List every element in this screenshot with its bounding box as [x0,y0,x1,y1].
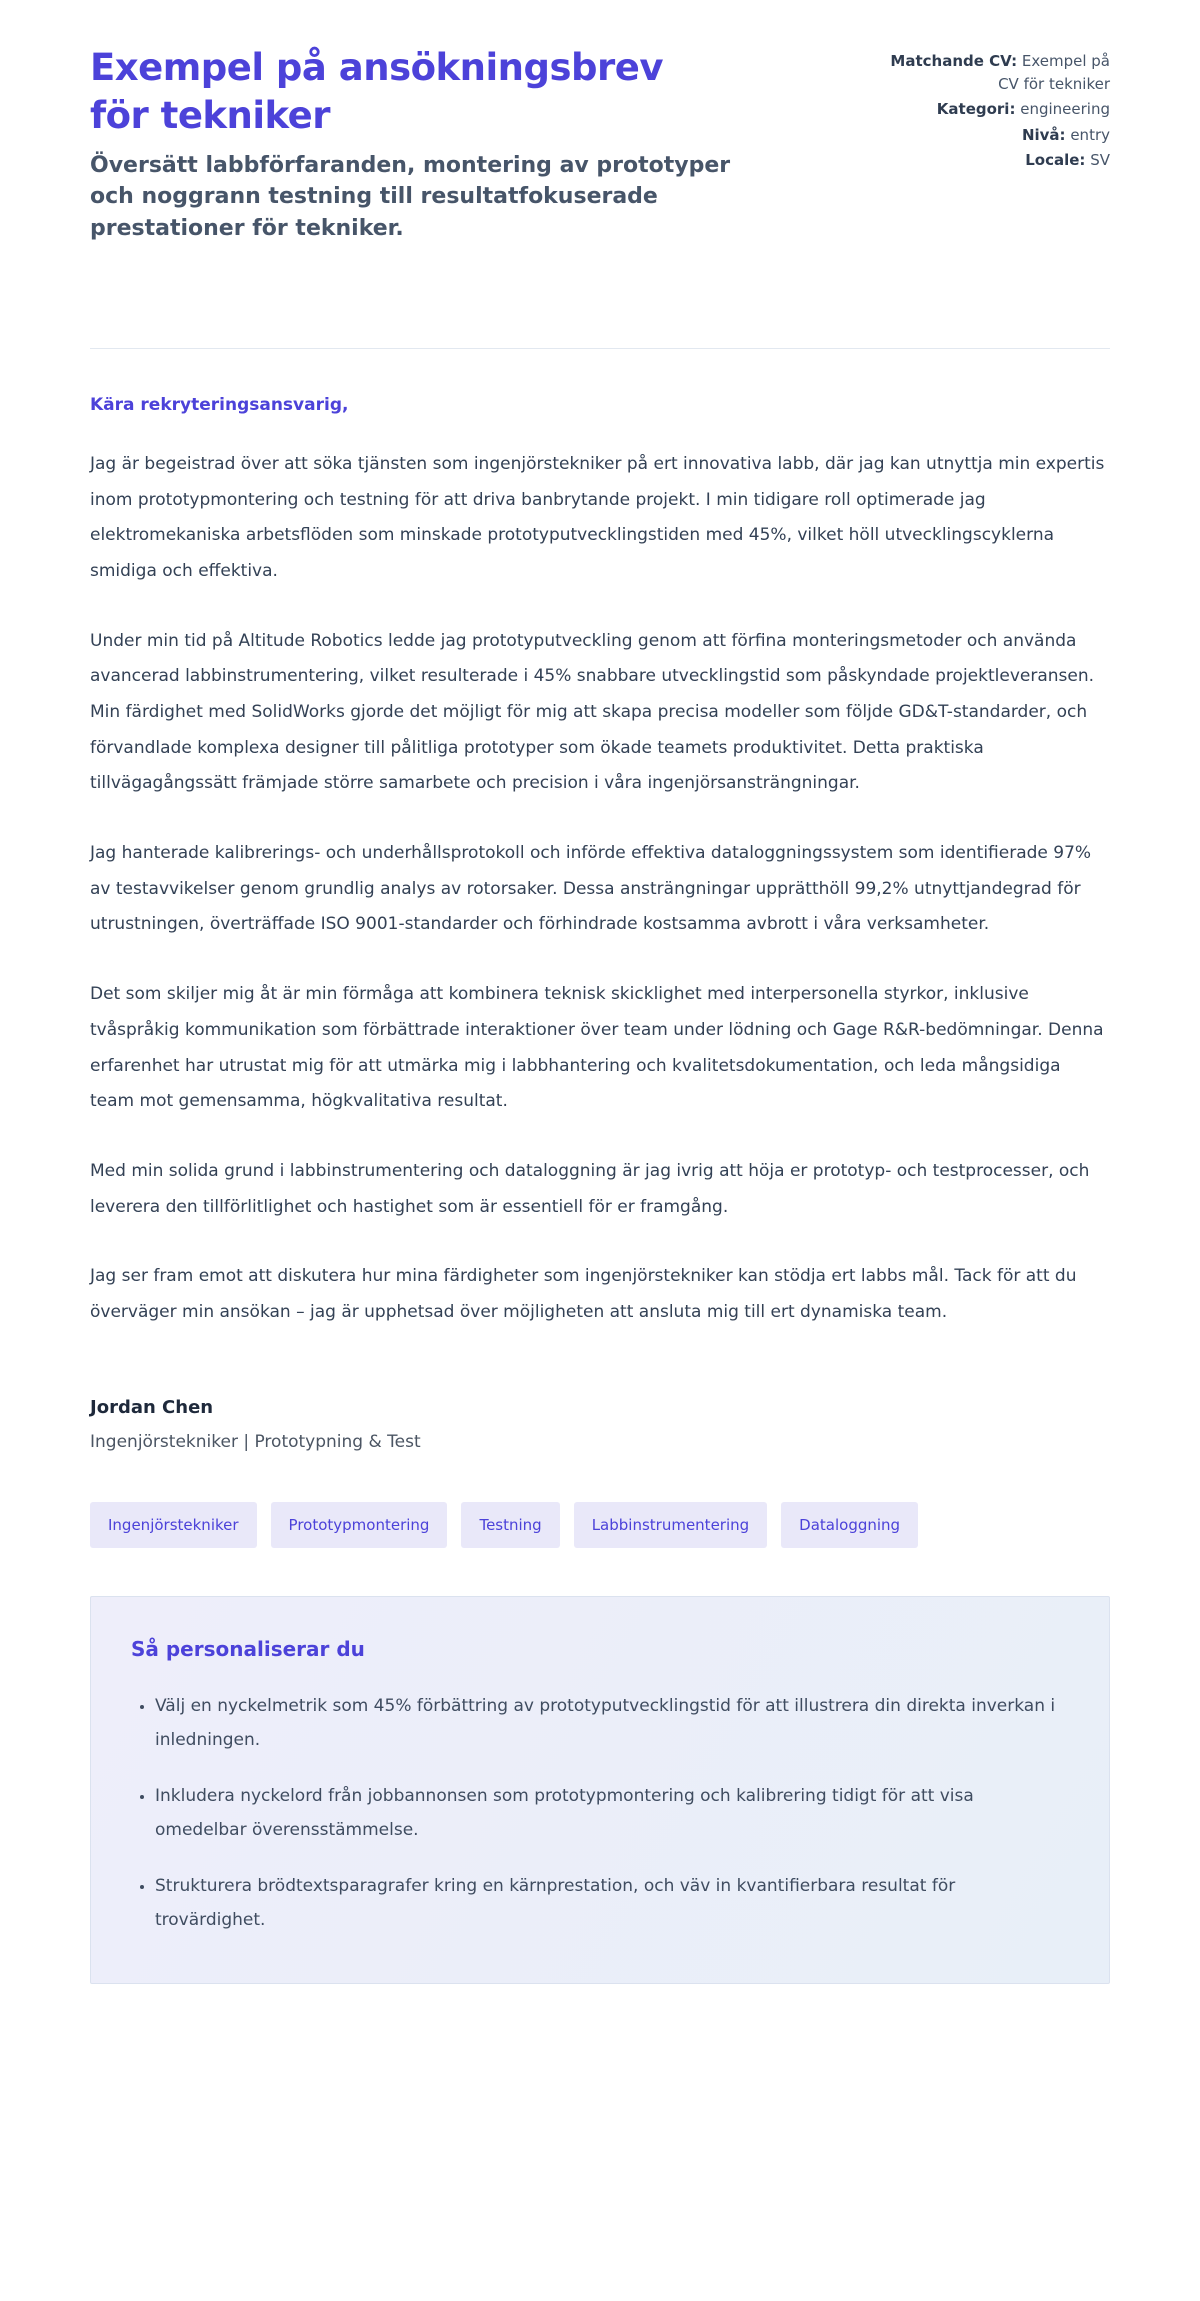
meta-label: Nivå: [1021,125,1066,144]
skill-tag: Labbinstrumentering [574,1502,767,1548]
header-divider [90,348,1110,349]
meta-locale [885,149,1110,172]
meta-value: entry [1070,125,1110,144]
letter-paragraph: Med min solida grund i labbinstrumentering och dataloggning är jag ivrig att höja er prototyp- och testprocesser, och leverera den tillförlitlighet och hastighet som är essentiell för er framgång. [90,1160,1090,1217]
letter-paragraph: Under min tid på Altitude Robotics ledde jag prototyputveckling genom att förfina monteringsmetoder och använda avancerad labbinstrumentering, vilket resulterade i 45% snabbare utvecklingstid som påskyndade projektleveransen. Min färdighet med SolidWorks gjorde det möjligt för mig att skapa precisa modeller som följde GD&T-standarder, och förvandlade komplexa designer till pålitliga prototyper som ökade teamets produktivitet. Detta praktiska tillvägagångssätt främjade större samarbete och precision i våra ingenjörsansträngningar. [90,630,1095,794]
letter-greeting: Kära rekryteringsansvarig, [90,394,349,415]
meta-label: Kategori: [936,100,1016,118]
letter-paragraph: Jag ser fram emot att diskutera hur mina färdigheter som ingenjörstekniker kan stödja ert labbs mål. Tack för att du överväger min ansökan – jag är upphetsad över möjligheten att ansluta mig till ert dynamiska team. [90,1266,1077,1322]
skill-tag: Prototypmontering [271,1502,448,1548]
skill-tags [90,1502,1110,1548]
meta-label: Locale: [1025,151,1086,169]
page-subtitle: Översätt labbförfaranden, montering av prototyper och noggrann testning till resultatfokuserade prestationer för tekniker. [90,153,731,241]
letter-paragraph: Jag är begeistrad över att söka tjänsten som ingenjörstekniker på ert innovativa labb, där jag kan utnyttja min expertis inom prototypmontering och testning för att driva banbrytande projekt. I min tidigare roll optimerade jag elektromekaniska arbetsflöden som minskade prototyputvecklingstiden med 45%, vilket höll utvecklingscyklerna smidiga och effektiva. [90,453,1105,581]
skill-tag: Ingenjörstekniker [90,1502,257,1548]
meta-value: engineering [1020,100,1110,118]
skill-tag: Dataloggning [781,1502,918,1548]
tip-item: • Strukturera brödtextsparagrafer kring en kärnprestation, och väv in kvantifierbara resultat för trovärdighet. [155,1869,1069,1937]
letter-paragraph: Det som skiljer mig åt är min förmåga att kombinera teknisk skicklighet med interpersonella styrkor, inklusive tvåspråkig kommunikation som förbättrade interaktioner över team under lödning och Gage R&R-bedömningar. Denna erfarenhet har utrustat mig för att utmärka mig i labbhantering och kvalitetsdokumentation, och leda mångsidiga team mot gemensamma, högkvalitativa resultat. [90,984,1104,1112]
meta-label: Matchande CV: [890,52,1018,70]
header-titles [90,44,760,244]
letter-paragraph: Jag hanterade kalibrerings- och underhållsprotokoll och införde effektiva dataloggningssystem som identifierade 97% av testavvikelser genom grundlig analys av rotorsaker. Dessa ansträngningar upprätthöll 99,2% utnyttjandegrad för utrustningen, överträffade ISO 9001-standarder och förhindrade kostsamma avbrott i våra verksamheter. [90,843,1092,935]
meta-value: Exempel på CV för tekniker [998,52,1110,93]
signature-name: Jordan Chen [90,1396,214,1418]
tips-heading: Så personaliserar du [131,1636,365,1661]
tip-item: • Inkludera nyckelord från jobbannonsen som prototypmontering och kalibrering tidigt för att visa omedelbar överensstämmelse. [155,1779,1069,1847]
meta-matching-cv [885,50,1110,95]
signature-block [90,1397,1110,1452]
page-title: Exempel på ansökningsbrev för tekniker [90,46,663,138]
signature-role: Ingenjörstekniker | Prototypning & Test [90,1431,421,1452]
meta-category [885,98,1110,121]
skill-tag: Testning [461,1502,559,1548]
letter-body [90,395,1110,1452]
tips-list [131,1689,1069,1937]
meta-level [885,124,1110,147]
tip-item: • Välj en nyckelmetrik som 45% förbättring av prototyputvecklingstid för att illustrera din direkta inverkan i inledningen. [155,1689,1069,1757]
meta-block [885,44,1110,175]
meta-value: SV [1090,151,1110,169]
personalization-tips-callout [90,1596,1110,1984]
page-header [90,44,1110,244]
